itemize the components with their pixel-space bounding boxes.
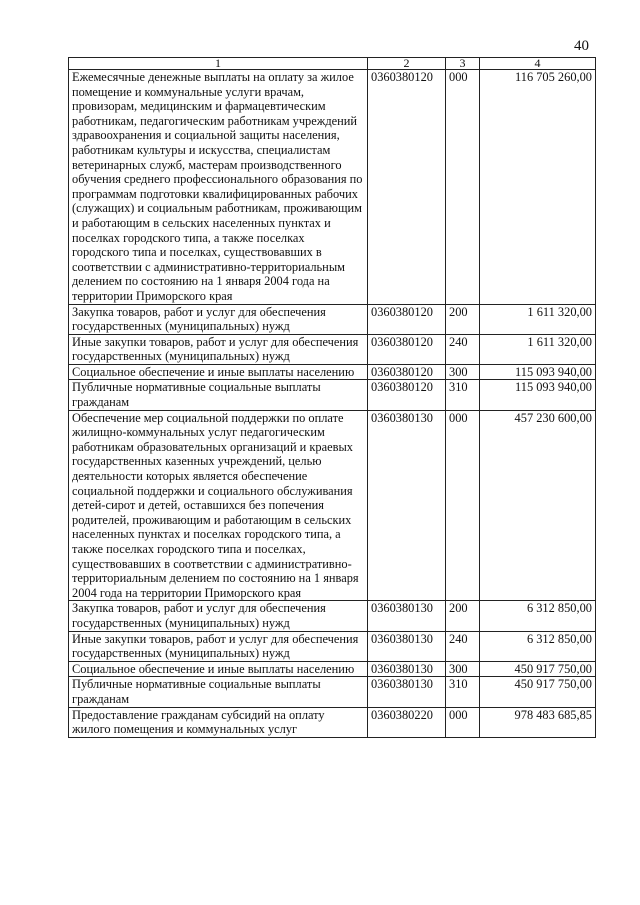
row-amount: 6 312 850,00	[480, 631, 596, 661]
table-row	[69, 410, 596, 601]
budget-table	[68, 57, 596, 738]
row-code: 0360380130	[368, 601, 446, 631]
row-amount: 450 917 750,00	[480, 677, 596, 707]
row-amount: 978 483 685,85	[480, 707, 596, 737]
header-col-1: 1	[69, 58, 368, 70]
row-type: 240	[446, 334, 480, 364]
row-code: 0360380130	[368, 661, 446, 677]
row-type: 000	[446, 70, 480, 305]
row-type: 310	[446, 677, 480, 707]
row-code: 0360380130	[368, 677, 446, 707]
row-description: Иные закупки товаров, работ и услуг для обеспечения государственных (муниципальных) нужд	[69, 631, 368, 661]
row-description: Закупка товаров, работ и услуг для обеспечения государственных (муниципальных) нужд	[69, 304, 368, 334]
table-row	[69, 380, 596, 410]
row-amount: 457 230 600,00	[480, 410, 596, 601]
row-code: 0360380130	[368, 410, 446, 601]
table-row	[69, 70, 596, 305]
row-type: 000	[446, 410, 480, 601]
row-code: 0360380120	[368, 380, 446, 410]
row-description: Обеспечение мер социальной поддержки по оплате жилищно-коммунальных услуг педагогическим работникам образовательных организаций и краевых государственных казенных учреждений, целью деятельности которых является обеспечение социальной поддержки и социального обслуживания детей-сирот и детей, оставшихся без попечения родителей, проживающим и работающим в сельских населенных пунктах и поселках городского типа, а также поселках городского типа и поселках, существовавших в соответствии с административно-территориальным делением по состоянию на 1 января 2004 года на территории Приморского края	[69, 410, 368, 601]
row-description: Публичные нормативные социальные выплаты гражданам	[69, 380, 368, 410]
table-row	[69, 677, 596, 707]
table-row	[69, 601, 596, 631]
row-code: 0360380120	[368, 304, 446, 334]
row-description: Ежемесячные денежные выплаты на оплату за жилое помещение и коммунальные услуги врачам, провизорам, медицинским и фармацевтическим работникам, педагогическим работникам учреждений здравоохранения и социальной защиты населения, работникам культуры и искусства, специалистам ветеринарных служб, мастерам производственного обучения среднего профессионального образования по программам подготовки квалифицированных рабочих (служащих) и социальным работникам, проживающим и работающим в сельских населенных пунктах и поселках городского типа, а также поселках городского типа и поселках, существовавших в соответствии с административно-территориальным делением по состоянию на 1 января 2004 года на территории Приморского края	[69, 70, 368, 305]
row-code: 0360380130	[368, 631, 446, 661]
row-amount: 1 611 320,00	[480, 334, 596, 364]
row-amount: 115 093 940,00	[480, 364, 596, 380]
table-row	[69, 364, 596, 380]
row-type: 300	[446, 661, 480, 677]
row-type: 310	[446, 380, 480, 410]
table-row	[69, 661, 596, 677]
table-row	[69, 631, 596, 661]
header-col-2: 2	[368, 58, 446, 70]
row-amount: 6 312 850,00	[480, 601, 596, 631]
header-row	[69, 58, 596, 70]
row-description: Социальное обеспечение и иные выплаты населению	[69, 364, 368, 380]
row-description: Закупка товаров, работ и услуг для обеспечения государственных (муниципальных) нужд	[69, 601, 368, 631]
header-col-4: 4	[480, 58, 596, 70]
row-code: 0360380220	[368, 707, 446, 737]
row-type: 200	[446, 304, 480, 334]
row-description: Иные закупки товаров, работ и услуг для обеспечения государственных (муниципальных) нужд	[69, 334, 368, 364]
row-code: 0360380120	[368, 70, 446, 305]
page-number: 40	[574, 38, 589, 54]
row-type: 000	[446, 707, 480, 737]
row-description: Предоставление гражданам субсидий на оплату жилого помещения и коммунальных услуг	[69, 707, 368, 737]
row-amount: 1 611 320,00	[480, 304, 596, 334]
row-type: 240	[446, 631, 480, 661]
row-code: 0360380120	[368, 364, 446, 380]
row-description: Публичные нормативные социальные выплаты гражданам	[69, 677, 368, 707]
row-type: 200	[446, 601, 480, 631]
table-row	[69, 707, 596, 737]
row-code: 0360380120	[368, 334, 446, 364]
table-row	[69, 304, 596, 334]
table-row	[69, 334, 596, 364]
row-amount: 116 705 260,00	[480, 70, 596, 305]
row-description: Социальное обеспечение и иные выплаты населению	[69, 661, 368, 677]
row-amount: 115 093 940,00	[480, 380, 596, 410]
row-amount: 450 917 750,00	[480, 661, 596, 677]
header-col-3: 3	[446, 58, 480, 70]
row-type: 300	[446, 364, 480, 380]
